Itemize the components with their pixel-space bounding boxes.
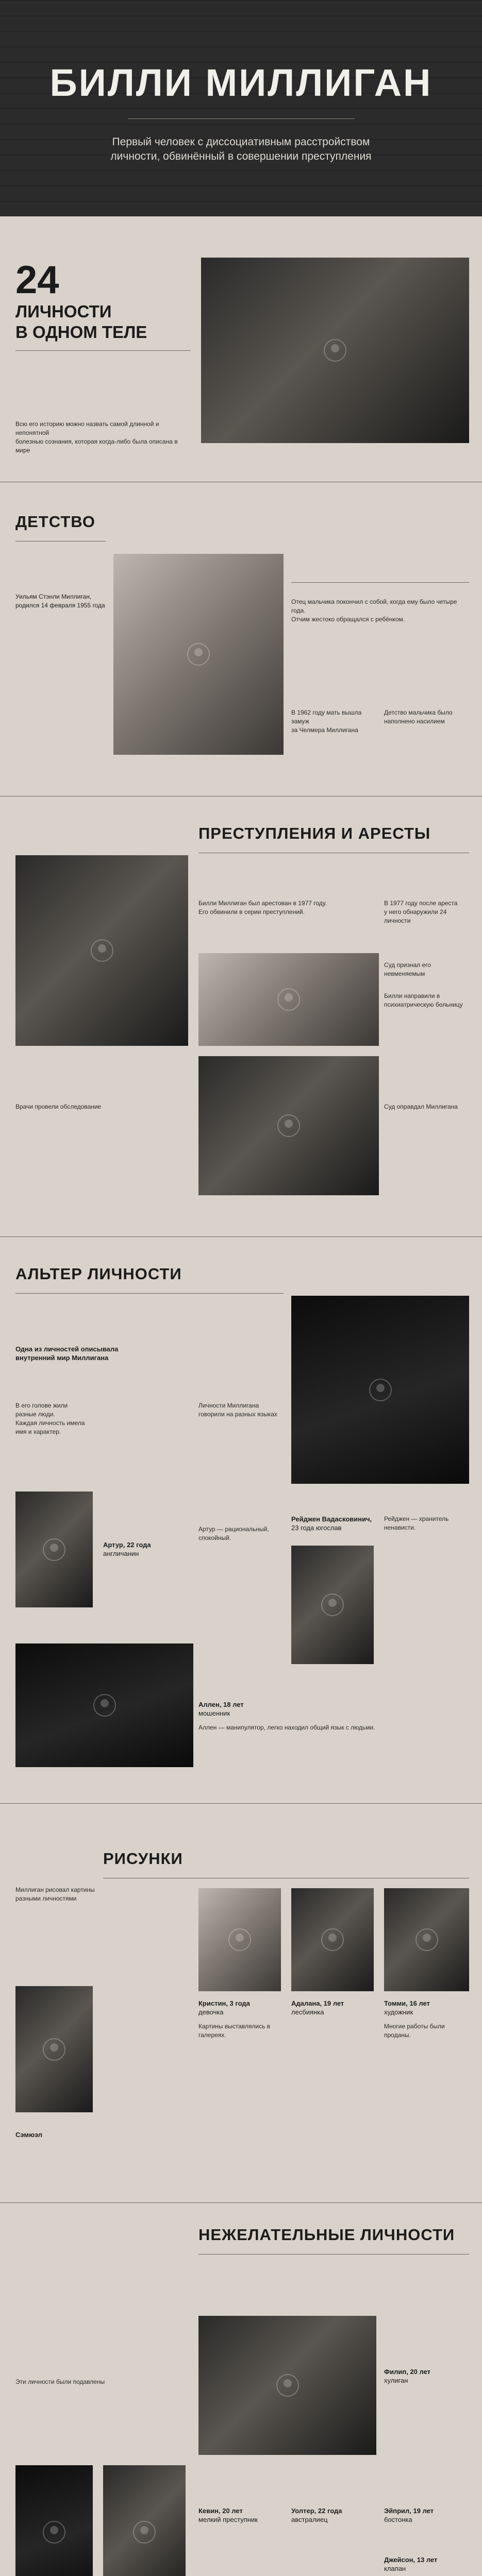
christine-caption-line-1: Кристин, 3 года [198, 1999, 250, 2007]
alters-text-line-7: Аллен — манипулятор, легко находил общий язык с людьми. [198, 1724, 375, 1731]
ragen-photo [291, 1546, 374, 1664]
crimes-text-e [15, 1103, 188, 1111]
alters-text-line-5: Артур — рациональный, спокойный. [198, 1526, 269, 1541]
childhood-text-line-2: Отчим жестоко обращался с ребёнком. [291, 616, 405, 623]
allen-caption [198, 1700, 281, 1718]
childhood-title: ДЕТСТВО [15, 513, 95, 531]
alters-text-d [384, 1515, 469, 1532]
arrest-photo [15, 855, 188, 1046]
childhood-text-line-5: Детство мальчика было [384, 709, 453, 716]
billy-portrait-photo [201, 258, 469, 443]
jason-caption [384, 2555, 469, 2573]
childhood-divider-2 [291, 582, 469, 583]
ragen-caption-line-1: Рейджен Вадасковинич, [291, 1515, 372, 1523]
alters-text-e [198, 1723, 469, 1732]
tommy-caption [384, 1999, 469, 2016]
image-icon [277, 1114, 300, 1137]
personality-label-line-2: В ОДНОМ ТЕЛЕ [15, 323, 147, 342]
crimes-text-line-1: Билли Миллиган был арестован в 1977 году. [198, 900, 327, 907]
christine-caption-line-2: девочка [198, 2008, 224, 2016]
undesirable-divider [198, 2254, 469, 2255]
personality-label-line-1: ЛИЧНОСТИ [15, 302, 112, 321]
april-caption [384, 2506, 469, 2524]
header-divider [128, 118, 355, 119]
christine-caption [198, 1999, 281, 2016]
samuel-drawing [15, 1986, 93, 2112]
philip-caption [384, 2367, 469, 2385]
christine-drawing [198, 1888, 281, 1991]
intro-text-line-1: Всю его историю можно назвать самой длинной и непонятной [15, 420, 159, 436]
subtitle-line-1: Первый человек с диссоциативным расстройством [112, 136, 370, 148]
alters-lead [15, 1345, 186, 1362]
drawings-text-line-4: Многие работы были проданы. [384, 2023, 445, 2039]
drawings-text-b [198, 2022, 281, 2040]
alters-text-line-1: В его голове жили разные люди. [15, 1402, 68, 1418]
image-icon [321, 1928, 344, 1951]
undesirable-text-a [15, 2378, 186, 2386]
adalana-caption-line-1: Адалана, 19 лет [291, 1999, 344, 2007]
walter-caption-line-2: австралиец [291, 2516, 328, 2523]
crimes-text-a [198, 899, 374, 917]
image-icon [43, 2038, 65, 2061]
alters-text-line-4: говорили на разных языках [198, 1411, 277, 1418]
undesirable-text-line-1: Эти личности были подавлены [15, 2378, 105, 2385]
alters-text-c [198, 1525, 284, 1543]
crimes-text-c [384, 961, 469, 978]
jason-caption-line-2: клапан [384, 2565, 406, 2572]
drawings-text-line-1: Миллиган рисовал картины [15, 1886, 95, 1893]
adalana-caption [291, 1999, 374, 2016]
alters-text-a [15, 1401, 88, 1436]
childhood-caption: Уильям Стэнли Миллиган, родился 14 февраля 1955 года [15, 593, 105, 609]
crimes-text-line-8: Суд оправдал Миллигана [384, 1103, 458, 1110]
drawings-text-c [384, 2022, 469, 2040]
crimes-text-line-6: Билли направили в психиатрическую больницу [384, 992, 463, 1008]
philip-photo [198, 2316, 376, 2455]
crimes-text-line-3: В 1977 году после ареста [384, 900, 458, 907]
alters-title: АЛЬТЕР ЛИЧНОСТИ [15, 1265, 182, 1283]
image-icon [276, 2374, 299, 2397]
allen-caption-line-2: мошенник [198, 1709, 230, 1717]
walter-caption-line-1: Уолтер, 22 года [291, 2507, 342, 2515]
ragen-caption [291, 1515, 374, 1532]
kevin-photo [15, 2465, 93, 2576]
tommy-drawing [384, 1888, 469, 1991]
adalana-drawing [291, 1888, 374, 1991]
undesirable-title: НЕЖЕЛАТЕЛЬНЫЕ ЛИЧНОСТИ [198, 2226, 455, 2244]
alters-text-line-3: Личности Миллигана [198, 1402, 259, 1409]
intro-text-line-2: болезнью сознания, которая когда-либо была описана в мире [15, 438, 178, 454]
image-icon [43, 2521, 65, 2544]
drawings-text-line-2: разными личностями [15, 1895, 77, 1902]
crimes-text-d [384, 992, 469, 1009]
section-divider [0, 2202, 482, 2203]
page-title: БИЛЛИ МИЛЛИГАН [49, 61, 433, 104]
subtitle-line-2: личности, обвинённый в совершении преступления [110, 150, 372, 162]
april-caption-line-1: Эйприл, 19 лет [384, 2507, 434, 2515]
childhood-text-line-4: за Челмера Миллигана [291, 726, 358, 734]
tommy-caption-line-1: Томми, 16 лет [384, 1999, 430, 2007]
arthur-caption-line-2: англичанин [103, 1550, 139, 1557]
image-icon [228, 1928, 251, 1951]
tommy-caption-line-2: художник [384, 2008, 413, 2016]
mugshot-photo [198, 953, 379, 1046]
childhood-text-c [384, 708, 469, 726]
april-caption-line-2: бостонка [384, 2516, 412, 2523]
personality-label [15, 301, 147, 343]
philip-caption-line-1: Филип, 20 лет [384, 2368, 430, 2376]
allen-caption-line-1: Аллен, 18 лет [198, 1701, 244, 1708]
childhood-text-b [291, 708, 374, 735]
adalana-caption-line-2: лесбиянка [291, 2008, 324, 2016]
crimes-title: ПРЕСТУПЛЕНИЯ И АРЕСТЫ [198, 824, 431, 842]
alters-lead-line-2: внутренний мир Миллигана [15, 1354, 109, 1362]
image-icon [277, 988, 300, 1011]
intro-text [15, 420, 191, 455]
crimes-text-f [384, 1103, 469, 1111]
alters-text-line-6: Рейджен — хранитель ненависти. [384, 1515, 449, 1531]
kevin-caption-line-2: мелкий преступник [198, 2516, 258, 2523]
childhood-photo [113, 554, 284, 755]
image-icon [187, 643, 210, 666]
personality-count: 24 [15, 258, 59, 302]
image-icon [369, 1379, 392, 1401]
header-banner [0, 0, 482, 216]
samuel-caption: Сэмюэл [15, 2131, 43, 2139]
image-icon [43, 1538, 65, 1561]
crimes-text-line-5: Суд признал его невменяемым [384, 961, 431, 977]
alters-lead-line-1: Одна из личностей описывала [15, 1345, 119, 1353]
walter-caption [291, 2506, 374, 2524]
crimes-text-line-4: у него обнаружили 24 личности [384, 908, 447, 924]
philip-caption-line-2: хулиган [384, 2377, 408, 2384]
alters-text-b [198, 1401, 284, 1419]
drawings-title: РИСУНКИ [103, 1850, 183, 1868]
image-icon [415, 1928, 438, 1951]
image-icon [324, 339, 346, 362]
alters-text-line-2: Каждая личность имела имя и характер. [15, 1419, 85, 1435]
childhood-text-line-1: Отец мальчика покончил с собой, когда ему было четыре года. [291, 598, 457, 614]
trial-photo [198, 1056, 379, 1195]
alters-divider [15, 1293, 284, 1294]
image-icon [133, 2521, 156, 2544]
crimes-text-b [384, 899, 469, 925]
walter-photo [103, 2465, 186, 2576]
arthur-photo [15, 1492, 93, 1607]
page-subtitle [0, 135, 482, 164]
image-icon [93, 1694, 116, 1717]
childhood-text-line-3: В 1962 году мать вышла замуж [291, 709, 362, 725]
image-icon [321, 1594, 344, 1616]
intro-divider [15, 350, 191, 351]
allen-photo [15, 1643, 193, 1767]
crimes-text-line-2: Его обвинили в серии преступлений. [198, 908, 305, 916]
arthur-caption-line-1: Артур, 22 года [103, 1541, 151, 1549]
jason-caption-line-1: Джейсон, 13 лет [384, 2556, 438, 2564]
section-divider [0, 1236, 482, 1237]
kevin-caption-line-1: Кевин, 20 лет [198, 2507, 243, 2515]
image-icon [91, 939, 113, 962]
drawings-text-a [15, 1886, 186, 1903]
drawings-text-line-3: Картины выставлялись в галереях. [198, 2023, 271, 2039]
crimes-text-line-7: Врачи провели обследование [15, 1103, 102, 1110]
ragen-caption-line-2: 23 года югослав [291, 1524, 342, 1532]
childhood-text-line-6: наполнено насилием [384, 718, 445, 725]
kevin-caption [198, 2506, 276, 2524]
spotlight-photo [291, 1296, 469, 1484]
arthur-caption [103, 1540, 186, 1558]
section-divider [0, 1803, 482, 1804]
childhood-text-a [291, 598, 469, 624]
